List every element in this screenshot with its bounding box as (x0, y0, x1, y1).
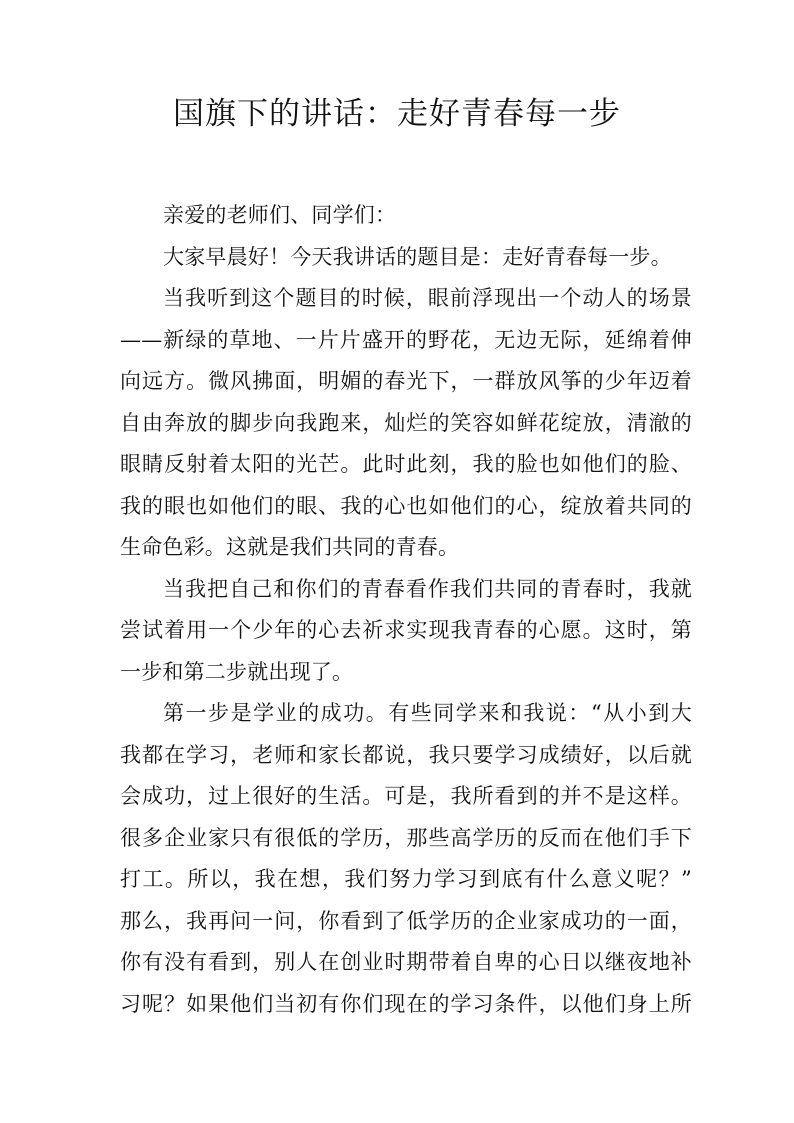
paragraph-line: 尝试着用一个少年的心去祈求实现我青春的心愿。这时，第 (120, 618, 692, 642)
salutation-line: 亲爱的老师们、同学们： (163, 203, 397, 227)
paragraph-line: 当我把自己和你们的青春看作我们共同的青春时，我就 (163, 576, 692, 601)
paragraph-line: 眼睛反射着太阳的光芒。此时此刻，我的脸也如他们的脸、 (120, 452, 692, 476)
paragraph-line: 生命色彩。这就是我们共同的青春。 (120, 535, 460, 559)
paragraph-line: 习呢？如果他们当初有你们现在的学习条件，以他们身上所 (120, 991, 692, 1016)
paragraph-line: 很多企业家只有很低的学历，那些高学历的反而在他们手下 (120, 825, 692, 850)
paragraph-line: 向远方。微风拂面，明媚的春光下，一群放风筝的少年迈着 (120, 369, 692, 393)
speech-body (120, 195, 692, 1025)
paragraph-line: 大家早晨好！今天我讲话的题目是：走好青春每一步。 (163, 244, 672, 269)
paragraph-line: 我都在学习，老师和家长都说，我只要学习成绩好，以后就 (120, 742, 692, 767)
paragraph-line: 那么，我再问一问，你看到了低学历的企业家成功的一面， (120, 908, 692, 933)
paragraph-line: 你有没有看到，别人在创业时期带着自卑的心日以继夜地补 (120, 950, 692, 974)
paragraph-line: 我的眼也如他们的眼、我的心也如他们的心，绽放着共同的 (120, 493, 692, 518)
paragraph-line: 当我听到这个题目的时候，眼前浮现出一个动人的场景 (163, 286, 692, 310)
paragraph-line: ——新绿的草地、一片片盛开的野花，无边无际，延绵着伸 (120, 327, 692, 352)
paragraph-line: 第一步是学业的成功。有些同学来和我说：“从小到大 (163, 701, 692, 725)
document-title: 国旗下的讲话：走好青春每一步 (173, 96, 621, 132)
paragraph-line: 自由奔放的脚步向我跑来，灿烂的笑容如鲜花绽放，清澈的 (120, 410, 692, 435)
paragraph-line: 一步和第二步就出现了。 (120, 659, 354, 684)
paragraph-line: 打工。所以，我在想，我们努力学习到底有什么意义呢？” (120, 867, 692, 891)
paragraph-line: 会成功，过上很好的生活。可是，我所看到的并不是这样。 (120, 784, 692, 808)
